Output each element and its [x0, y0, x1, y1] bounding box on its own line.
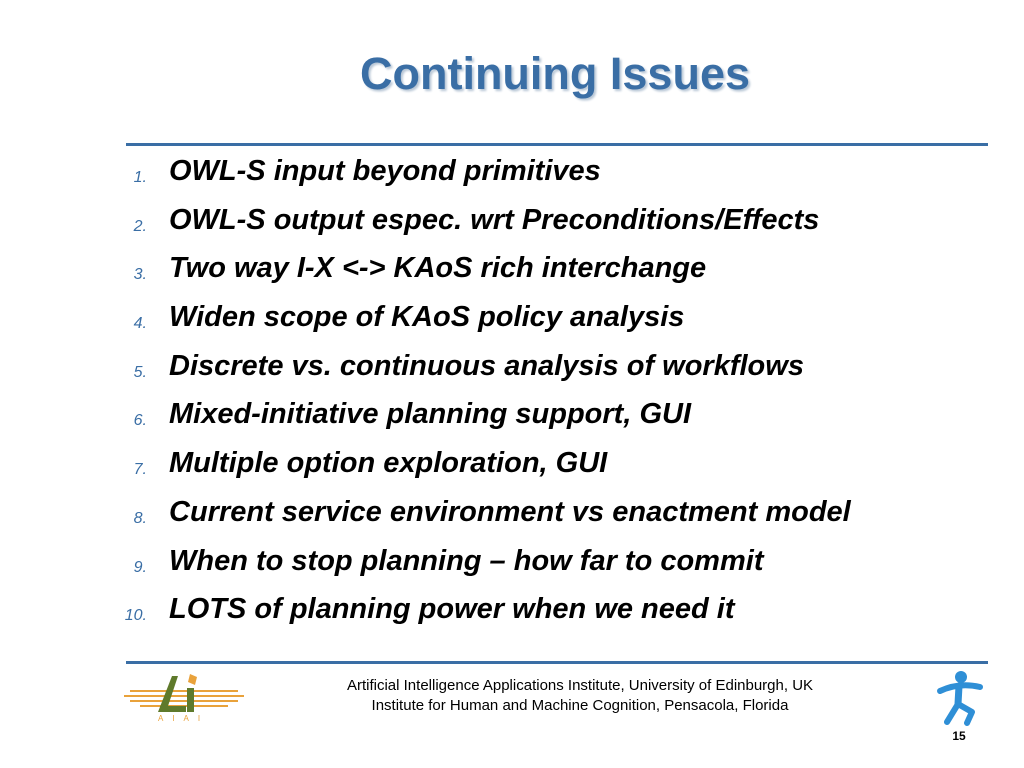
item-number: 4. [133, 315, 147, 333]
item-text: Two way I-X <-> KAoS rich interchange [169, 252, 707, 285]
item-number: 2. [133, 217, 147, 235]
item-text: Current service environment vs enactment model [169, 495, 851, 528]
item-number: 6. [133, 412, 147, 430]
item-number: 10. [124, 607, 147, 625]
list-item [0, 299, 1024, 348]
item-number: 8. [133, 509, 147, 527]
item-text: Discrete vs. continuous analysis of workflows [169, 349, 804, 382]
item-text: Multiple option exploration, GUI [169, 447, 608, 480]
ihmc-figure-icon [934, 670, 984, 726]
list-item [0, 591, 1024, 640]
aiai-logo-icon [124, 668, 244, 722]
footer-line-ihmc: Institute for Human and Machine Cognition, Pensacola, Florida [371, 697, 789, 714]
item-number: 7. [133, 461, 147, 479]
item-number: 1. [133, 169, 147, 186]
footer-line-aiai: Artificial Intelligence Applications Institute, University of Edinburgh, UK [346, 677, 814, 694]
item-number: 3. [133, 266, 147, 284]
item-text: OWL-S output espec. wrt Preconditions/Effects [169, 203, 820, 236]
item-number: 9. [133, 558, 147, 576]
list-item [0, 494, 1024, 543]
bottom-divider [126, 661, 988, 664]
page-number: 15 [952, 729, 966, 743]
slide-title: Continuing Issues [359, 48, 750, 99]
svg-text:AIAI: AIAI [158, 714, 210, 722]
item-text: OWL-S input beyond primitives [169, 155, 601, 187]
list-item [0, 250, 1024, 299]
item-text: LOTS of planning power when we need it [169, 593, 735, 626]
list-item [0, 202, 1024, 251]
list-item [0, 543, 1024, 592]
item-text: Mixed-initiative planning support, GUI [169, 398, 692, 431]
list-item [0, 348, 1024, 397]
issues-list [0, 153, 1024, 640]
list-item [0, 396, 1024, 445]
list-item [0, 445, 1024, 494]
list-item [0, 153, 1024, 202]
item-number: 5. [133, 363, 147, 381]
top-divider [126, 143, 988, 146]
item-text: Widen scope of KAoS policy analysis [169, 301, 685, 334]
item-text: When to stop planning – how far to commit [169, 544, 764, 577]
footer-affiliations [280, 676, 880, 716]
